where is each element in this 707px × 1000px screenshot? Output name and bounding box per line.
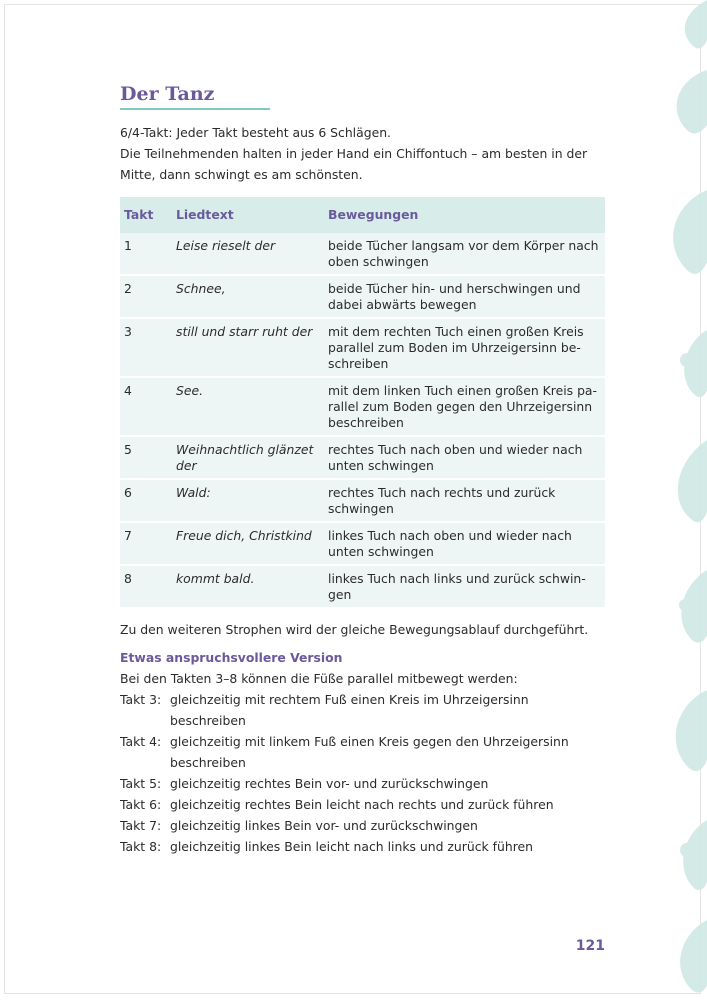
cell-takt: 2 — [120, 275, 172, 318]
step-text: gleichzeitig mit rechtem Fuß einen Kreis im Uhrzeigersinn beschreiben — [170, 692, 529, 728]
cell-takt: 3 — [120, 318, 172, 377]
list-item — [120, 815, 605, 836]
cell-takt: 7 — [120, 522, 172, 565]
table-row — [120, 377, 605, 436]
list-item — [120, 689, 605, 731]
header-bewegungen: Bewegungen — [324, 197, 605, 233]
step-text: gleichzeitig linkes Bein vor- und zurückschwingen — [170, 818, 478, 833]
cell-takt: 5 — [120, 436, 172, 479]
header-takt: Takt — [120, 197, 172, 233]
intro-line-1: 6/4-Takt: Jeder Takt besteht aus 6 Schlägen. — [120, 125, 391, 140]
step-label: Takt 5: — [120, 776, 162, 791]
page-number: 121 — [575, 938, 605, 954]
floral-ornament-border — [647, 0, 707, 1000]
step-label: Takt 8: — [120, 839, 162, 854]
page-title: Der Tanz — [120, 83, 215, 105]
main-content — [120, 82, 605, 857]
table-row — [120, 479, 605, 522]
step-text: gleichzeitig mit linkem Fuß einen Kreis gegen den Uhrzeigersinn beschreiben — [170, 734, 569, 770]
step-label: Takt 6: — [120, 797, 162, 812]
cell-liedtext: See. — [172, 377, 324, 436]
advanced-lead: Bei den Takten 3–8 können die Füße parallel mitbewegt werden: — [120, 671, 518, 686]
header-liedtext: Liedtext — [172, 197, 324, 233]
title-underline — [120, 108, 270, 110]
cell-liedtext: Weihnachtlich glänzet der — [172, 436, 324, 479]
list-item — [120, 731, 605, 773]
advanced-heading: Etwas anspruchsvollere Version — [120, 650, 343, 665]
after-table-text: Zu den weiteren Strophen wird der gleiche Bewegungsablauf durchgeführt. — [120, 622, 589, 637]
cell-takt: 8 — [120, 565, 172, 607]
cell-bewegung: mit dem linken Tuch einen großen Kreis pa-rallel zum Boden gegen den Uhrzeigersinn beschreiben — [324, 377, 605, 436]
step-label: Takt 7: — [120, 818, 162, 833]
step-text: gleichzeitig linkes Bein leicht nach links und zurück führen — [170, 839, 533, 854]
table-row — [120, 233, 605, 275]
list-item — [120, 794, 605, 815]
intro-text — [120, 122, 605, 185]
cell-liedtext: Freue dich, Christkind — [172, 522, 324, 565]
table-row — [120, 318, 605, 377]
step-label: Takt 4: — [120, 734, 162, 749]
cell-bewegung: beide Tücher langsam vor dem Körper nach oben schwingen — [324, 233, 605, 275]
dance-table — [120, 197, 605, 607]
list-item — [120, 836, 605, 857]
list-item — [120, 773, 605, 794]
cell-bewegung: linkes Tuch nach oben und wieder nach unten schwingen — [324, 522, 605, 565]
cell-takt: 1 — [120, 233, 172, 275]
floral-ornament-icon — [647, 0, 707, 1000]
cell-bewegung: mit dem rechten Tuch einen großen Kreis parallel zum Boden im Uhrzeigersinn be-schreiben — [324, 318, 605, 377]
table-row — [120, 436, 605, 479]
table-row — [120, 522, 605, 565]
table-header-row — [120, 197, 605, 233]
cell-bewegung: rechtes Tuch nach rechts und zurück schwingen — [324, 479, 605, 522]
cell-bewegung: rechtes Tuch nach oben und wieder nach unten schwingen — [324, 436, 605, 479]
advanced-steps-list — [120, 689, 605, 857]
cell-bewegung: linkes Tuch nach links und zurück schwin-gen — [324, 565, 605, 607]
cell-bewegung: beide Tücher hin- und herschwingen und dabei abwärts bewegen — [324, 275, 605, 318]
intro-line-2: Die Teilnehmenden halten in jeder Hand ein Chiffontuch – am besten in der Mitte, dann schwingt es am schönsten. — [120, 146, 588, 182]
table-row — [120, 565, 605, 607]
cell-takt: 4 — [120, 377, 172, 436]
cell-liedtext: kommt bald. — [172, 565, 324, 607]
step-text: gleichzeitig rechtes Bein vor- und zurückschwingen — [170, 776, 489, 791]
cell-liedtext: Schnee, — [172, 275, 324, 318]
table-row — [120, 275, 605, 318]
cell-liedtext: Wald: — [172, 479, 324, 522]
step-text: gleichzeitig rechtes Bein leicht nach rechts und zurück führen — [170, 797, 554, 812]
step-label: Takt 3: — [120, 692, 162, 707]
cell-liedtext: still und starr ruht der — [172, 318, 324, 377]
cell-liedtext: Leise rieselt der — [172, 233, 324, 275]
cell-takt: 6 — [120, 479, 172, 522]
